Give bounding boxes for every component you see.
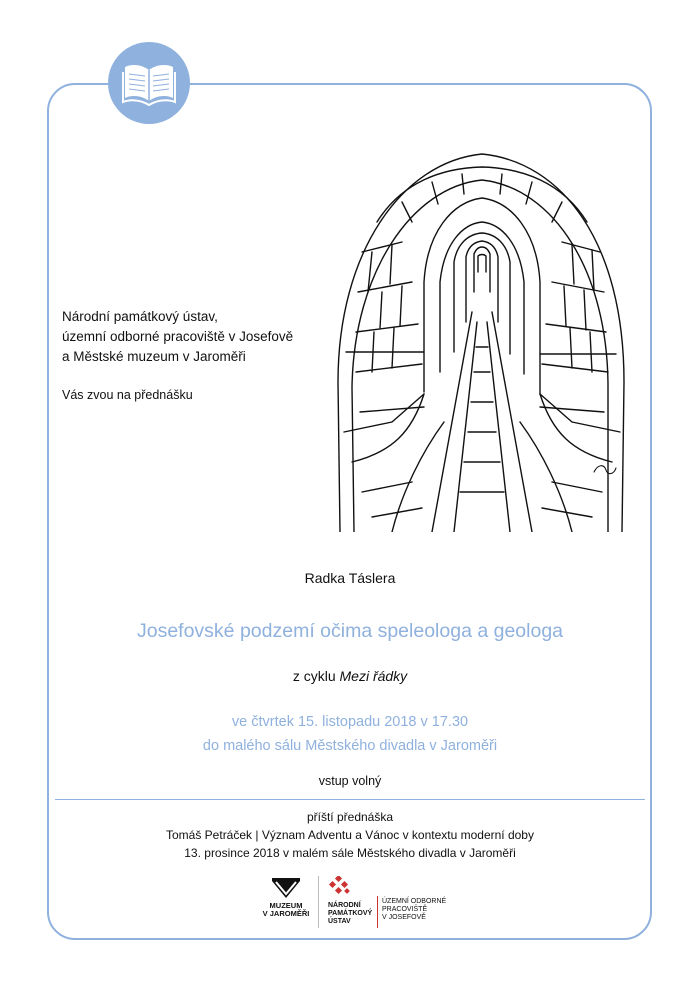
next-lecture-line-1: Tomáš Petráček | Význam Adventu a Vánoc v kontextu moderní doby (166, 828, 534, 842)
npu-logo-icon (328, 876, 352, 898)
next-lecture (0, 808, 700, 862)
npu-text (328, 902, 372, 926)
lecture-title: Josefovské podzemí očima speleologa a geologa (136, 620, 564, 642)
book-badge (108, 42, 190, 124)
event-details (0, 710, 700, 758)
npu-unit-line-1: ÚZEMNÍ ODBORNÉ (382, 898, 447, 905)
tunnel-drawing (332, 132, 630, 532)
npu-line-1: NÁRODNÍ (328, 902, 361, 909)
npu-unit-line-3: V JOSEFOVĚ (382, 914, 426, 921)
event-date: ve čtvrtek 15. listopadu 2018 v 17.30 (231, 714, 469, 730)
npu-line-3: ÚSTAV (328, 918, 351, 925)
npu-unit-text (382, 898, 446, 922)
speaker-name: Radka Táslera (304, 570, 396, 586)
partner-logos (262, 876, 482, 928)
cycle-prefix: z cyklu (292, 668, 336, 684)
cycle-line (0, 668, 700, 684)
divider-line (55, 799, 645, 800)
npu-divider (377, 896, 378, 928)
event-place: do malého sálu Městského divadla v Jaroměři (202, 738, 498, 754)
muzeum-text (262, 902, 310, 918)
muzeum-line-1: MUZEUM (269, 901, 303, 910)
organizer-line-3: a Městské muzeum v Jaroměři (62, 349, 246, 364)
entry-info: vstup volný (318, 774, 382, 788)
organizers (62, 307, 342, 367)
open-book-icon (121, 60, 177, 106)
cycle-name: Mezi řádky (339, 668, 408, 684)
npu-line-2: PAMÁTKOVÝ (328, 910, 373, 917)
next-lecture-line-2: 13. prosince 2018 v malém sále Městského divadla v Jaroměři (184, 846, 516, 860)
invite-text: Vás zvou na přednášku (62, 388, 193, 402)
logo-divider (318, 876, 319, 928)
organizer-line-1: Národní památkový ústav, (62, 309, 218, 324)
muzeum-line-2: V JAROMĚŘI (262, 909, 310, 918)
organizer-line-2: územní odborné pracoviště v Josefově (62, 329, 294, 344)
next-lecture-heading: příští přednáška (306, 810, 394, 824)
npu-unit-line-2: PRACOVIŠTĚ (382, 906, 428, 913)
